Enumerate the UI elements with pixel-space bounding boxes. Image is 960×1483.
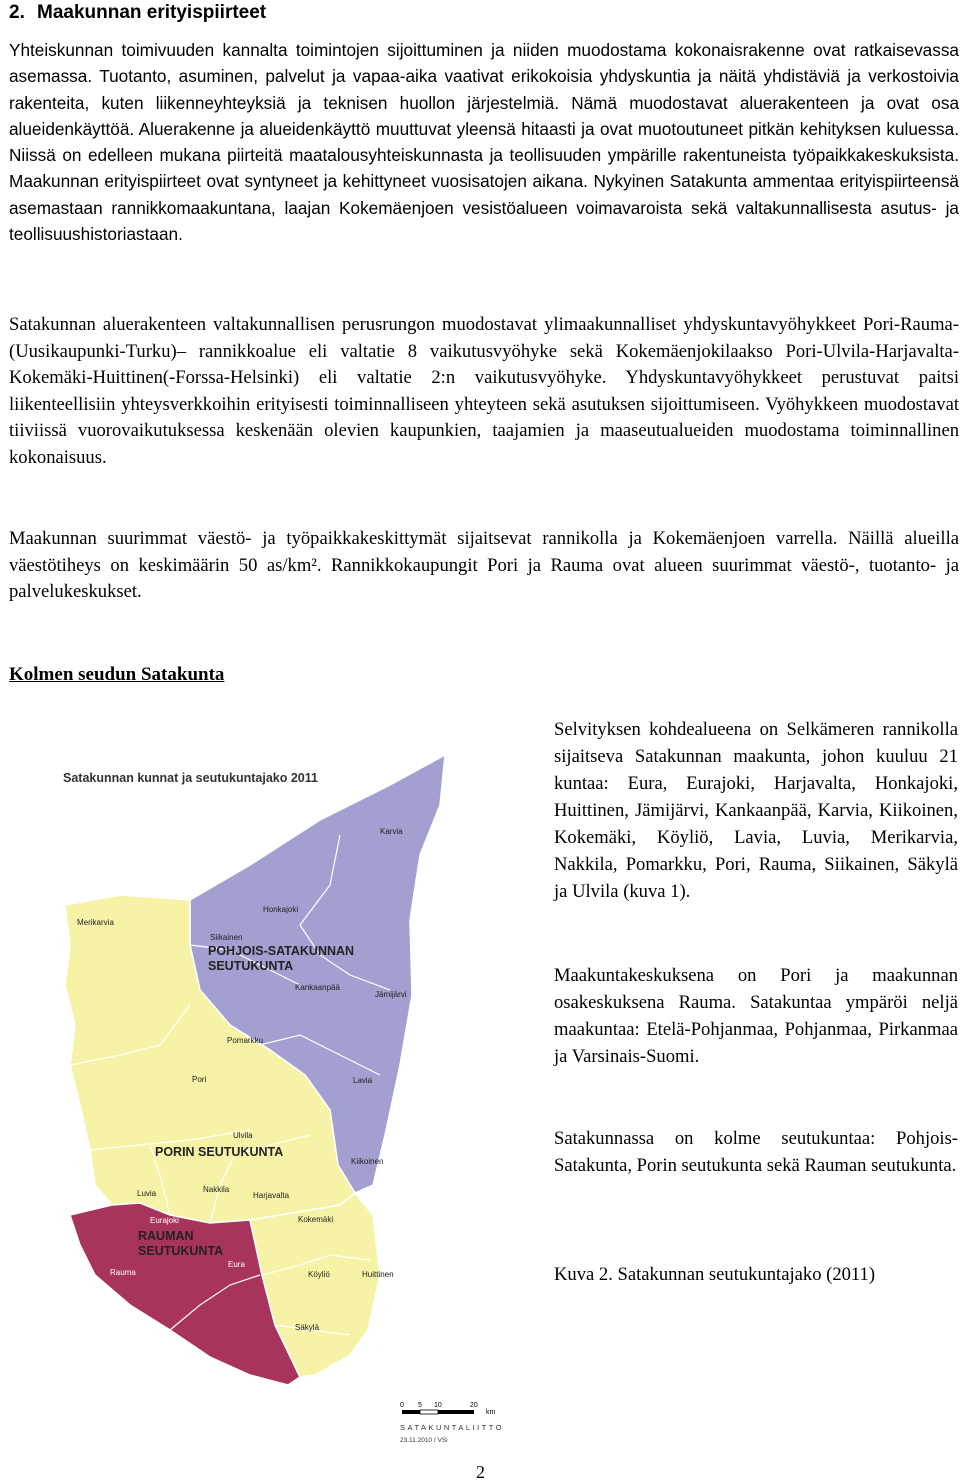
scale-unit: km (486, 1409, 496, 1416)
label-koylio: Köyliö (308, 1270, 330, 1279)
label-kiikoinen: Kiikoinen (351, 1157, 384, 1166)
paragraph-3: Maakunnan suurimmat väestö- ja työpaikkakeskittymät sijaitsevat rannikolla ja Kokemäenjoen varrella. Näillä alueilla väestötiheys on keskimäärin 50 as/km². Rannikkokaupungit Pori ja Rauma ovat alueen suurimmat väestö-, tuotanto- ja palvelukeskukset. (9, 528, 959, 602)
label-pomarkku: Pomarkku (227, 1036, 264, 1045)
side-text-1: Selvityksen kohdealueena on Selkämeren rannikolla sijaitseva Satakunnan maakunta, johon kuuluu 21 kuntaa: Eura, Eurajoki, Harjavalta, Honkajoki, Huittinen, Jämijärvi, Kankaanpää, Karvia, Kiikoinen, Kokemäki, Köyliö, Lavia, Luvia, Merikarvia, Nakkila, Pomarkku, Pori, Rauma, Siikainen, Säkylä ja Ulvila (kuva 1). (554, 719, 958, 902)
region-label-rauma-2: SEUTUKUNTA (138, 1244, 224, 1258)
label-merikarvia: Merikarvia (77, 918, 114, 927)
scale-tick-0: 0 (400, 1402, 404, 1409)
scale-tick-5: 5 (418, 1402, 422, 1409)
intro-paragraph: Yhteiskunnan toimivuuden kannalta toimintojen sijoittuminen ja niiden muodostama kokonaisrakenne ovat ratkaisevassa asemassa. Tuotanto, asuminen, palvelut ja vapaa-aika vaativat erikokoisia yhdyskuntia ja näitä yhdistäviä ja verkostoivia rakenteita, kuten liikenneyhteyksiä ja teknisen huollon järjestelmiä. Nämä muodostavat aluerakenteen ja ovat osa alueidenkäyttöä. Aluerakenne ja alueidenkäyttö muuttuvat yleensä hitaasti ja ovat muotoutuneet pitkän kehityksen kuluessa. Niissä on edelleen mukana piirteitä maatalousyhteiskunnasta ja teollisuuden ympärille rakentuneista työpaikkakeskuksista. Maakunnan erityispiirteet ovat syntyneet ja kehittyneet vuosisatojen aikana. Nykyinen Satakunta ammentaa erityispiirteensä asemastaan rannikkomaakuntana, laajan Kokemäenjoen vesistöalueen voimavaroista sekä valtakunnallisesta asutus- ja teollisuushistoriastaan. (9, 40, 959, 245)
region-label-north-2: SEUTUKUNTA (208, 959, 294, 973)
label-karvia: Karvia (380, 827, 403, 836)
side-text-3: Satakunnassa on kolme seutukuntaa: Pohjois-Satakunta, Porin seutukunta sekä Rauman seutukunta. (554, 1128, 958, 1176)
label-luvia: Luvia (137, 1189, 157, 1198)
label-harjavalta: Harjavalta (253, 1191, 290, 1200)
scale-bar (400, 1402, 496, 1416)
section-heading (9, 2, 266, 24)
map-date: 23.11.2010 / VSi (400, 1437, 448, 1444)
label-jamijarvi: Jämijärvi (375, 990, 407, 999)
satakunta-region-map (50, 745, 510, 1445)
label-siikainen: Siikainen (210, 933, 243, 942)
label-pori: Pori (192, 1075, 207, 1084)
label-ulvila: Ulvila (233, 1131, 253, 1140)
region-label-pori: PORIN SEUTUKUNTA (155, 1145, 284, 1159)
section-title: Maakunnan erityispiirteet (37, 2, 267, 23)
label-kankaanpaa: Kankaanpää (295, 983, 340, 992)
label-honkajoki: Honkajoki (263, 905, 299, 914)
label-eurajoki: Eurajoki (150, 1216, 179, 1225)
label-rauma: Rauma (110, 1268, 136, 1277)
figure-caption: Kuva 2. Satakunnan seutukuntajako (2011) (554, 1264, 876, 1285)
label-nakkila: Nakkila (203, 1185, 230, 1194)
label-sakyla: Säkylä (295, 1323, 320, 1332)
label-kokemaki: Kokemäki (298, 1215, 334, 1224)
section-number: 2. (9, 2, 25, 23)
scale-tick-20: 20 (470, 1402, 478, 1409)
map-title: Satakunnan kunnat ja seutukuntajako 2011 (63, 771, 318, 785)
subheading: Kolmen seudun Satakunta (9, 664, 225, 685)
label-huittinen: Huittinen (362, 1270, 394, 1279)
region-label-north-1: POHJOIS-SATAKUNNAN (208, 944, 355, 958)
publisher-logo: SATAKUNTALIITTO (400, 1423, 505, 1432)
side-text-2: Maakuntakeskuksena on Pori ja maakunnan osakeskuksena Rauma. Satakuntaa ympäröi neljä maakuntaa: Etelä-Pohjanmaa, Pohjanmaa, Pirkanmaa ja Varsinais-Suomi. (554, 965, 958, 1067)
region-label-rauma-1: RAUMAN (138, 1229, 194, 1243)
paragraph-2: Satakunnan aluerakenteen valtakunnallisen perusrungon muodostavat ylimaakunnalliset yhdyskuntavyöhykkeet Pori-Rauma-(Uusikaupunki-Turku)– rannikkoalue eli valtatie 8 vaikutusvyöhyke sekä Kokemäenjokilaakso Pori-Ulvila-Harjavalta-Kokemäki-Huittinen(-Forssa-Helsinki) eli valtatie 2:n vaikutusvyöhyke. Yhdyskuntavyöhykkeet perustuvat paitsi liikenteellisiin yhteysverkkoihin erityisesti toiminnalliseen yhteyteen sekä asutuksen sijoittumiseen. Vyöhykkeen muodostavat tiiviissä vuorovaikutuksessa keskenään olevien kaupunkien, taajamien ja maaseutualueiden muodostama toiminnallinen kokonaisuus. (9, 314, 959, 468)
label-eura: Eura (228, 1260, 245, 1269)
label-lavia: Lavia (353, 1076, 373, 1085)
page-number: 2 (476, 1462, 485, 1482)
scale-tick-10: 10 (434, 1402, 442, 1409)
